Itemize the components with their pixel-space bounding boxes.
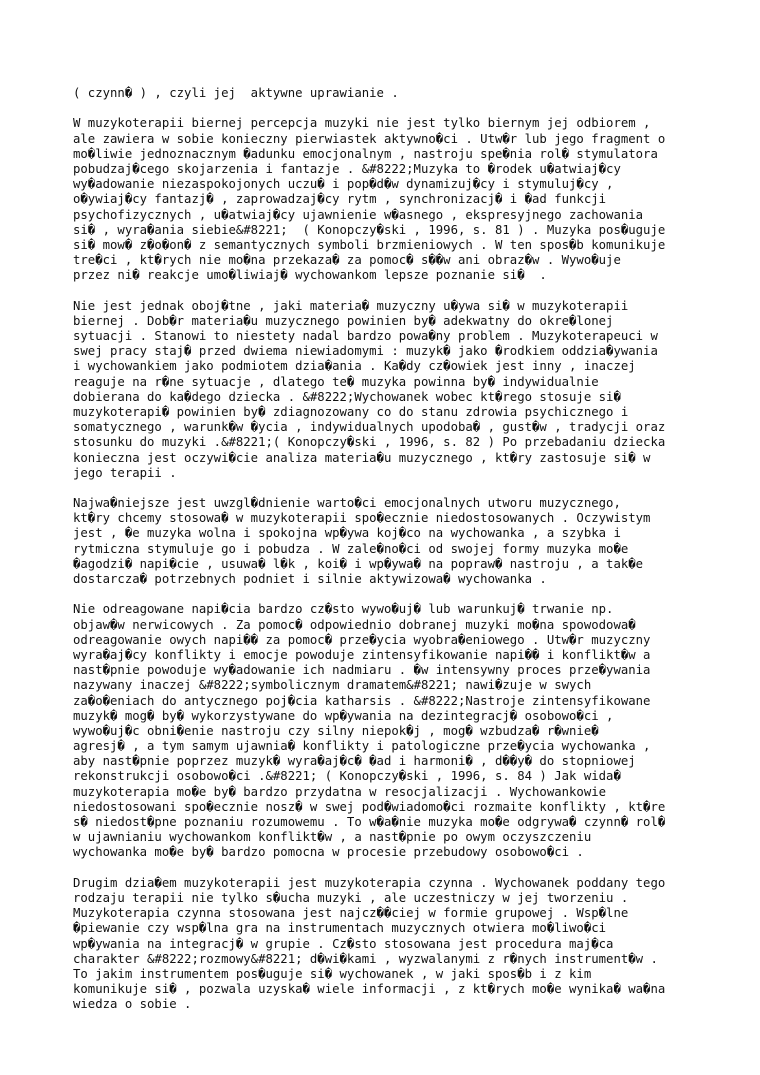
text-line: stosunku do muzyki .&#8221;( Konopczy�ski , 1996, s. 82 ) Po przebadaniu dziecka <box>73 435 666 450</box>
text-line: Najwa�niejsze jest uwzgl�dnienie warto�ci emocjonalnych utworu muzycznego, <box>73 496 621 511</box>
text-line: odreagowanie owych napi�� za pomoc� prze�ycia wyobra�eniowego . Utw�r muzyczny <box>73 632 651 647</box>
paragraph-3 <box>73 299 753 481</box>
text-line: wy�adowanie niezaspokojonych uczu� i pop�d�w dynamizuj�cy i stymuluj�cy , <box>73 177 614 192</box>
paragraph-4 <box>73 496 753 587</box>
text-line: agresj� , a tym samym ujawnia� konflikty i patologiczne prze�ycia wychowanka , <box>73 739 651 754</box>
text-line: nazywany inaczej &#8222;symbolicznym dramatem&#8221; nawi�zuje w swych <box>73 678 592 693</box>
text-line: charakter &#8222;rozmowy&#8221; d�wi�kami , wyzwalanymi z r�nych instrument�w . <box>73 951 658 966</box>
text-line: komunikuje si� , pozwala uzyska� wiele informacji , z kt�rych mo�e wynika� wa�na <box>73 982 666 997</box>
text-line: muzykoterapia mo�e by� bardzo przydatna w resocjalizacji . Wychowankowie <box>73 784 607 799</box>
text-line: sytuacji . Stanowi to niestety nadal bardzo powa�ny problem . Muzykoterapeuci w <box>73 329 658 343</box>
paragraph-6 <box>73 876 753 1013</box>
text-line: wywo�uj�c obni�enie nastroju czy silny niepok�j , mog� wzbudza� r�wnie� <box>73 723 599 738</box>
text-line: aby nast�pnie poprzez muzyk� wyra�aj�c� �ad i harmoni� , d��y� do stopniowej <box>73 754 636 769</box>
text-line: dostarcza� potrzebnych podniet i silnie aktywizowa� wychowanka . <box>73 572 547 586</box>
text-line: o�ywiaj�cy fantazj� , zaprowadzaj�cy rytm , synchronizacj� i �ad funkcji <box>73 192 607 207</box>
text-line: niedostosowani spo�ecznie nosz� w swej pod�wiadomo�ci rozmaite konflikty , kt�re <box>73 799 666 814</box>
text-line: za�o�eniach do antycznego poj�cia katharsis . &#8222;Nastroje zintensyfikowane <box>73 693 651 708</box>
text-line: �agodzi� napi�cie , usuwa� l�k , koi� i wp�ywa� na popraw� nastroju , a tak�e <box>73 556 644 571</box>
text-line: pobudzaj�cego skojarzenia i fantazje . &#8222;Muzyka to �rodek u�atwiaj�cy <box>73 161 621 176</box>
text-line: somatycznego , warunk�w �ycia , indywidualnych upodoba� , gust�w , tradycji oraz <box>73 420 666 435</box>
text-line: muzyk� mog� by� wykorzystywane do wp�ywania na dezintegracj� osobowo�ci , <box>73 708 614 723</box>
text-line: wyra�aj�cy konflikty i emocje powoduje zintensyfikowanie napi�� i konflikt�w a <box>73 647 651 662</box>
text-line: i wychowankiem jako podmiotem dzia�ania . Ka�dy cz�owiek jest inny , inaczej <box>73 359 636 374</box>
text-line: �piewanie czy wsp�lna gra na instrumentach muzycznych otwiera mo�liwo�ci <box>73 921 607 936</box>
text-line: wp�ywania na integracj� w grupie . Cz�sto stosowana jest procedura maj�ca <box>73 936 614 951</box>
text-line: si� , wyra�ania siebie&#8221; ( Konopczy�ski , 1996, s. 81 ) . Muzyka pos�uguje <box>73 222 666 237</box>
text-line: Drugim dzia�em muzykoterapii jest muzykoterapia czynna . Wychowanek poddany tego <box>73 875 666 890</box>
text-line: przez ni� reakcje umo�liwiaj� wychowankom lepsze poznanie si� . <box>73 268 547 283</box>
text-line: si� mow� z�o�on� z semantycznych symboli brzmieniowych . W ten spos�b komunikuje <box>73 237 666 252</box>
text-line: dobierana do ka�dego dziecka . &#8222;Wychowanek wobec kt�rego stosuje si� <box>73 389 621 404</box>
text-line: wiedza o sobie . <box>73 997 192 1012</box>
document-body <box>73 86 753 1028</box>
paragraph-5 <box>73 602 753 860</box>
text-line: reaguje na r�ne sytuacje , dlatego te� muzyka powinna by� indywidualnie <box>73 374 599 389</box>
text-line: rytmiczna stymuluje go i pobudza . W zale�no�ci od swojej formy muzyka mo�e <box>73 541 629 556</box>
text-line: kt�ry chcemy stosowa� w muzykoterapii spo�ecznie niedostosowanych . Oczywistym <box>73 511 651 526</box>
text-line: Muzykoterapia czynna stosowana jest najcz��ciej w formie grupowej . Wsp�lne <box>73 906 629 921</box>
text-line: konieczna jest oczywi�cie analiza materia�u muzycznego , kt�ry zastosuje si� w <box>73 450 651 465</box>
text-line: W muzykoterapii biernej percepcja muzyki nie jest tylko biernym jej odbiorem , <box>73 116 651 131</box>
paragraph-1 <box>73 86 753 101</box>
text-line: jego terapii . <box>73 465 177 480</box>
text-line: biernej . Dob�r materia�u muzycznego powinien by� adekwatny do okre�lonej <box>73 313 614 328</box>
text-line: To jakim instrumentem pos�uguje si� wychowanek , w jaki spos�b i z kim <box>73 966 592 981</box>
text-line: mo�liwie jednoznacznym �adunku emocjonalnym , nastroju spe�nia rol� stymulatora <box>73 146 658 161</box>
text-line: psychofizycznych , u�atwiaj�cy ujawnienie w�asnego , ekspresyjnego zachowania <box>73 207 644 222</box>
text-line: muzykoterapi� powinien by� zdiagnozowany co do stanu zdrowia psychicznego i <box>73 404 629 419</box>
paragraph-2 <box>73 116 753 283</box>
text-line: objaw�w nerwicowych . Za pomoc� odpowiednio dobranej muzyki mo�na spowodowa� <box>73 617 636 632</box>
text-line: ( czynn� ) , czyli jej aktywne uprawianie . <box>73 86 399 100</box>
text-line: ale zawiera w sobie konieczny pierwiastek aktywno�ci . Utw�r lub jego fragment o <box>73 131 666 146</box>
text-line: swej pracy staj� przed dwiema niewiadomymi : muzyk� jako �rodkiem oddzia�ywania <box>73 344 658 359</box>
text-line: s� niedost�pne poznaniu rozumowemu . To w�a�nie muzyka mo�e odgrywa� czynn� rol� <box>73 815 666 829</box>
text-line: wychowanka mo�e by� bardzo pomocna w procesie przebudowy osobowo�ci . <box>73 845 584 860</box>
text-line: w ujawnianiu wychowankom konflikt�w , a nast�pnie po owym oczyszczeniu <box>73 830 592 845</box>
text-line: rekonstrukcji osobowo�ci .&#8221; ( Konopczy�ski , 1996, s. 84 ) Jak wida� <box>73 769 621 784</box>
text-line: Nie odreagowane napi�cia bardzo cz�sto wywo�uj� lub warunkuj� trwanie np. <box>73 602 614 617</box>
text-line: Nie jest jednak oboj�tne , jaki materia� muzyczny u�ywa si� w muzykoterapii <box>73 298 629 313</box>
text-line: nast�pnie powoduje wy�adowanie ich nadmiaru . �w intensywny proces prze�ywania <box>73 663 651 678</box>
text-line: jest , �e muzyka wolna i spokojna wp�ywa koj�co na wychowanka , a szybka i <box>73 526 621 541</box>
text-line: tre�ci , kt�rych nie mo�na przekaza� za pomoc� s��w ani obraz�w . Wywo�uje <box>73 253 621 268</box>
text-line: rodzaju terapii nie tylko s�ucha muzyki , ale uczestniczy w jej tworzeniu . <box>73 890 629 905</box>
